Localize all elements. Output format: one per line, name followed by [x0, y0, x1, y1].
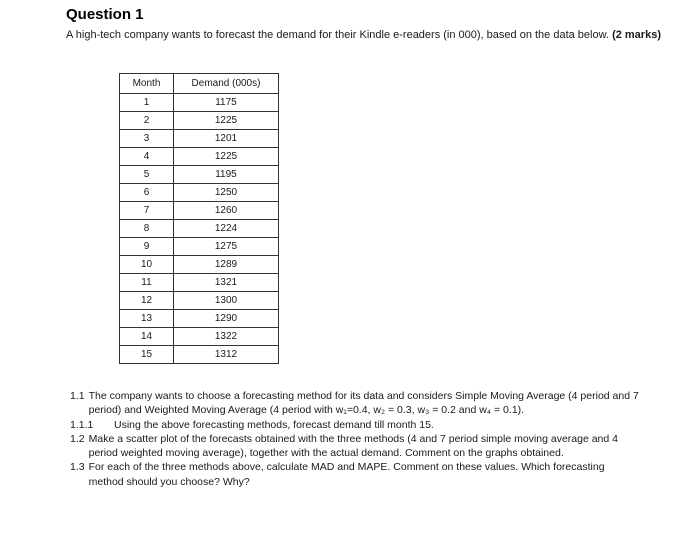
- month-cell: 4: [120, 148, 174, 166]
- table-row: [120, 346, 279, 364]
- demand-column-header: Demand (000s): [174, 74, 279, 94]
- table-row: [120, 238, 279, 256]
- intro-text: A high-tech company wants to forecast the demand for their Kindle e-readers (in 000), based on the data below.: [66, 29, 609, 41]
- month-cell: 10: [120, 256, 174, 274]
- table-row: [120, 256, 279, 274]
- demand-cell: 1225: [174, 148, 279, 166]
- month-column-header: Month: [120, 74, 174, 94]
- subquestion-item: [70, 460, 640, 489]
- subquestion-number: 1.1.1: [70, 418, 94, 431]
- table-row: [120, 310, 279, 328]
- table-row: [120, 112, 279, 130]
- subquestion-number: 1.1: [70, 390, 85, 402]
- demand-cell: 1275: [174, 238, 279, 256]
- demand-cell: 1225: [174, 112, 279, 130]
- month-cell: 7: [120, 202, 174, 220]
- subquestion-text: Make a scatter plot of the forecasts obtained with the three methods (4 and 7 period simple moving average and 4 period weighted moving average), together with the actual demand. Comment on the graphs obtained.: [88, 432, 618, 460]
- demand-cell: 1321: [174, 274, 279, 292]
- demand-cell: 1260: [174, 202, 279, 220]
- month-cell: 3: [120, 130, 174, 148]
- table-row: [120, 130, 279, 148]
- table-row: [120, 328, 279, 346]
- demand-cell: 1175: [174, 94, 279, 112]
- subquestion-text: Using the above forecasting methods, forecast demand till month 15.: [114, 418, 434, 431]
- month-cell: 2: [120, 112, 174, 130]
- table-row: [120, 94, 279, 112]
- demand-table: [119, 73, 279, 364]
- demand-cell: 1250: [174, 184, 279, 202]
- month-cell: 1: [120, 94, 174, 112]
- table-row: [120, 220, 279, 238]
- table-row: [120, 274, 279, 292]
- subquestion-item: [70, 432, 640, 461]
- subquestion-text: For each of the three methods above, calculate MAD and MAPE. Comment on these values. Which forecasting method should you choose? Why?: [88, 461, 605, 488]
- subquestions-list: [70, 389, 640, 489]
- table-row: [120, 184, 279, 202]
- demand-cell: 1195: [174, 166, 279, 184]
- subquestion-number: 1.3: [70, 461, 85, 474]
- table-header-row: [120, 74, 279, 94]
- month-cell: 9: [120, 238, 174, 256]
- table-row: [120, 148, 279, 166]
- demand-cell: 1312: [174, 346, 279, 364]
- demand-cell: 1322: [174, 328, 279, 346]
- question-heading: Question 1: [66, 6, 144, 23]
- month-cell: 8: [120, 220, 174, 238]
- month-cell: 14: [120, 328, 174, 346]
- demand-cell: 1201: [174, 130, 279, 148]
- month-cell: 15: [120, 346, 174, 364]
- subquestion-item: [70, 418, 640, 432]
- month-cell: 6: [120, 184, 174, 202]
- demand-cell: 1290: [174, 310, 279, 328]
- table-row: [120, 292, 279, 310]
- subquestion-item: [70, 389, 640, 418]
- demand-cell: 1224: [174, 220, 279, 238]
- table-row: [120, 166, 279, 184]
- month-cell: 11: [120, 274, 174, 292]
- subquestion-text: The company wants to choose a forecasting method for its data and considers Simple Moving Average (4 period and 7 period) and Weighted Moving Average (4 period with w₁=0.4, w₂ = 0.3, w₃ = 0.2 and w₄ = 0.1).: [88, 390, 639, 417]
- question-intro: [66, 28, 666, 43]
- table-row: [120, 202, 279, 220]
- marks-label: (2 marks): [612, 29, 661, 41]
- month-cell: 12: [120, 292, 174, 310]
- subquestion-number: 1.2: [70, 432, 85, 445]
- month-cell: 5: [120, 166, 174, 184]
- demand-cell: 1289: [174, 256, 279, 274]
- demand-cell: 1300: [174, 292, 279, 310]
- month-cell: 13: [120, 310, 174, 328]
